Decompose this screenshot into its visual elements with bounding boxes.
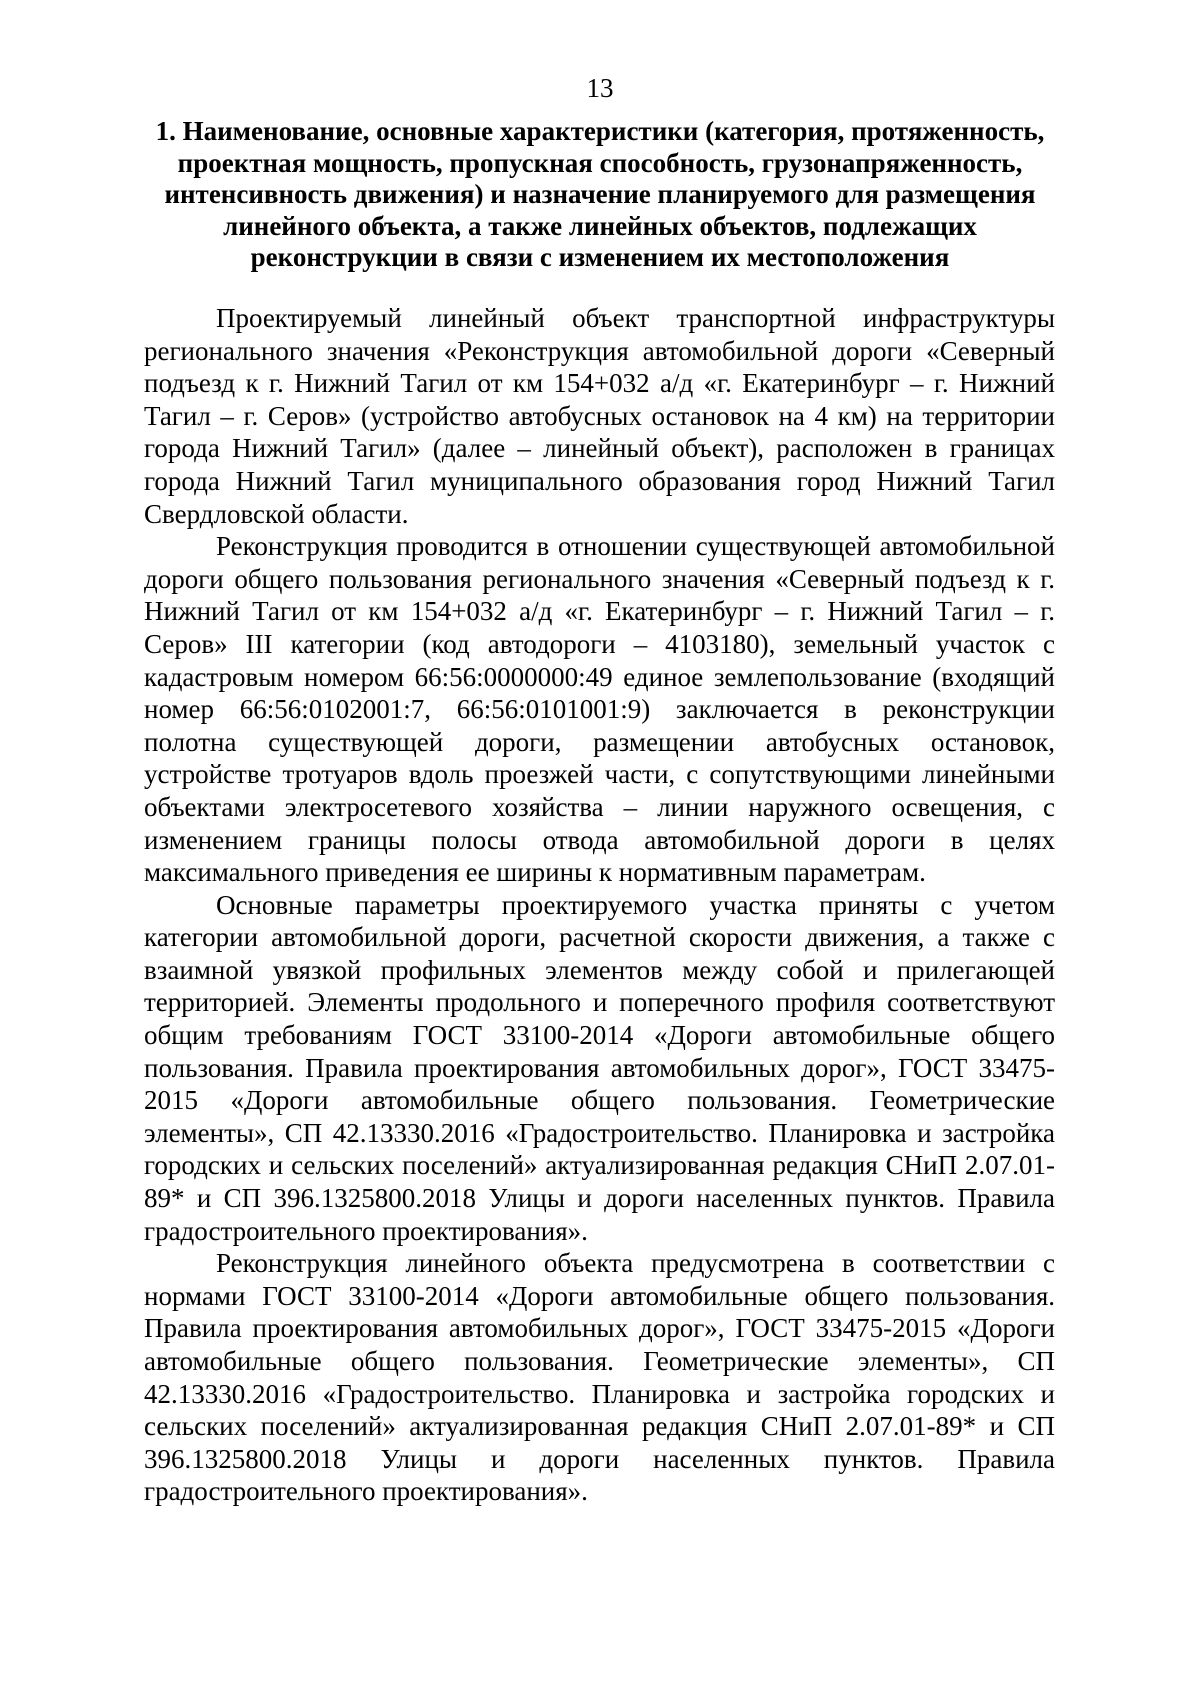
paragraph-project-description: Проектируемый линейный объект транспортной инфраструктуры регионального значения «Реконструкция автомобильной дороги «Северный подъезд к г. Нижний Тагил от км 154+032 а/д «г. Екатеринбург – г. Нижний Тагил – г. Серов» (устройство автобусных остановок на 4 км) на территории города Нижний Тагил» (далее – линейный объект), расположен в границах города Нижний Тагил муниципального образования город Нижний Тагил Свердловской области.: [144, 303, 1055, 529]
paragraph-applicable-standards: Реконструкция линейного объекта предусмотрена в соответствии с нормами ГОСТ 33100-2014 «Дороги автомобильные общего пользования. Правила проектирования автомобильных дорог», ГОСТ 33475-2015 «Дороги автомобильные общего пользования. Геометрические элементы», СП 42.13330.2016 «Градостроительство. Планировка и застройка городских и сельских поселений» актуализированная редакция СНиП 2.07.01-89* и СП 396.1325800.2018 Улицы и дороги населенных пунктов. Правила градостроительного проектирования».: [144, 1248, 1055, 1507]
paragraph-reconstruction-scope: Реконструкция проводится в отношении существующей автомобильной дороги общего пользования регионального значения «Северный подъезд к г. Нижний Тагил от км 154+032 а/д «г. Екатеринбург – г. Нижний Тагил – г. Серов» III категории (код автодороги – 4103180), земельный участок с кадастровым номером 66:56:0000000:49 единое землепользование (входящий номер 66:56:0102001:7, 66:56:0101001:9) заключается в реконструкции полотна существующей дороги, размещении автобусных остановок, устройстве тротуаров вдоль проезжей части, с сопутствующими линейными объектами электросетевого хозяйства – линии наружного освещения, с изменением границы полосы отвода автомобильной дороги в целях максимального приведения ее ширины к нормативным параметрам.: [144, 531, 1055, 888]
page-number: 13: [586, 73, 614, 103]
body-text: [144, 302, 1055, 1508]
section-title: 1. Наименование, основные характеристики (категория, протяженность, проектная мощность, пропускная способность, грузонапряженность, интенсивность движения) и назначение планируемого для размещения линейного объекта, а также линейных объектов, подлежащих реконструкции в связи с изменением их местоположения: [155, 116, 1045, 272]
paragraph-design-parameters: Основные параметры проектируемого участка приняты с учетом категории автомобильной дороги, расчетной скорости движения, а также с взаимной увязкой профильных элементов между собой и прилегающей территорией. Элементы продольного и поперечного профиля соответствуют общим требованиям ГОСТ 33100-2014 «Дороги автомобильные общего пользования. Правила проектирования автомобильных дорог», ГОСТ 33475-2015 «Дороги автомобильные общего пользования. Геометрические элементы», СП 42.13330.2016 «Градостроительство. Планировка и застройка городских и сельских поселений» актуализированная редакция СНиП 2.07.01-89* и СП 396.1325800.2018 Улицы и дороги населенных пунктов. Правила градостроительного проектирования».: [144, 889, 1055, 1246]
